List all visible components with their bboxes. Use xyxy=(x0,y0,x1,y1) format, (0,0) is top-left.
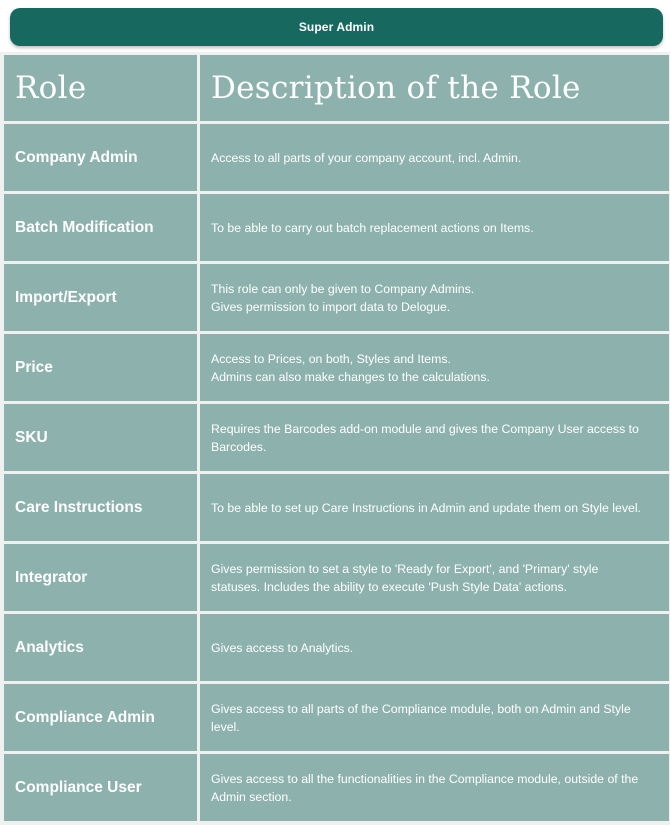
role-description-line: statuses. Includes the ability to execute 'Push Style Data' actions. xyxy=(211,579,568,594)
table-row-description-cell xyxy=(200,614,669,681)
role-description xyxy=(211,639,353,657)
table-row-role-cell xyxy=(4,474,197,541)
role-description xyxy=(211,280,474,316)
table-row-role-cell xyxy=(4,194,197,261)
header-description-cell xyxy=(200,55,669,121)
role-name: Integrator xyxy=(15,568,88,586)
role-description-line: To be able to carry out batch replacement actions on Items. xyxy=(211,220,534,235)
table-row-role-cell xyxy=(4,544,197,611)
role-name: Company Admin xyxy=(15,148,138,166)
role-name: Compliance User xyxy=(15,778,142,796)
table-row-description-cell xyxy=(200,404,669,471)
role-description-line: Requires the Barcodes add-on module and gives the Company User access to xyxy=(211,421,639,436)
role-description xyxy=(211,700,631,736)
header-role-cell xyxy=(4,55,197,121)
role-description-line: Gives permission to import data to Delogue. xyxy=(211,299,451,314)
role-name: Analytics xyxy=(15,638,84,656)
role-description-line: Access to Prices, on both, Styles and Items. xyxy=(211,351,451,366)
table-row-role-cell xyxy=(4,264,197,331)
role-description-line: Barcodes. xyxy=(211,439,267,454)
table-row-description-cell xyxy=(200,124,669,191)
role-description xyxy=(211,149,521,167)
role-description-line: To be able to set up Care Instructions in Admin and update them on Style level. xyxy=(211,500,641,515)
table-row-description-cell xyxy=(200,194,669,261)
table-row-role-cell xyxy=(4,754,197,821)
table-row-description-cell xyxy=(200,264,669,331)
role-name: Care Instructions xyxy=(15,498,143,516)
banner-title: Super Admin xyxy=(298,20,375,34)
role-description-line: Admin section. xyxy=(211,789,292,804)
role-description xyxy=(211,350,490,386)
role-description-line: Gives access to all the functionalities in the Compliance module, outside of the xyxy=(211,771,639,786)
role-description-line: level. xyxy=(211,719,240,734)
role-description-line: Gives permission to set a style to 'Ready for Export', and 'Primary' style xyxy=(211,561,599,576)
role-description xyxy=(211,560,598,596)
table-row-role-cell xyxy=(4,124,197,191)
role-description xyxy=(211,219,534,237)
table-row-description-cell xyxy=(200,544,669,611)
super-admin-banner xyxy=(10,8,663,46)
role-description xyxy=(211,420,639,456)
table-row-role-cell xyxy=(4,684,197,751)
role-name: SKU xyxy=(15,428,48,446)
table-row-role-cell xyxy=(4,334,197,401)
role-description-line: This role can only be given to Company Admins. xyxy=(211,281,475,296)
header-role: Role xyxy=(15,70,87,106)
table-row-description-cell xyxy=(200,684,669,751)
table-row-description-cell xyxy=(200,754,669,821)
role-description xyxy=(211,770,638,806)
role-name: Import/Export xyxy=(15,288,117,306)
table-row-description-cell xyxy=(200,474,669,541)
roles-table xyxy=(0,52,670,825)
role-description-line: Admins can also make changes to the calculations. xyxy=(211,369,490,384)
role-name: Price xyxy=(15,358,53,376)
table-row-role-cell xyxy=(4,614,197,681)
role-name: Compliance Admin xyxy=(15,708,155,726)
role-description xyxy=(211,499,641,517)
role-description-line: Access to all parts of your company account, incl. Admin. xyxy=(211,150,522,165)
header-description: Description of the Role xyxy=(211,70,581,106)
role-description-line: Gives access to Analytics. xyxy=(211,640,354,655)
role-description-line: Gives access to all parts of the Compliance module, both on Admin and Style xyxy=(211,701,631,716)
table-row-role-cell xyxy=(4,404,197,471)
role-name: Batch Modification xyxy=(15,218,154,236)
table-row-description-cell xyxy=(200,334,669,401)
